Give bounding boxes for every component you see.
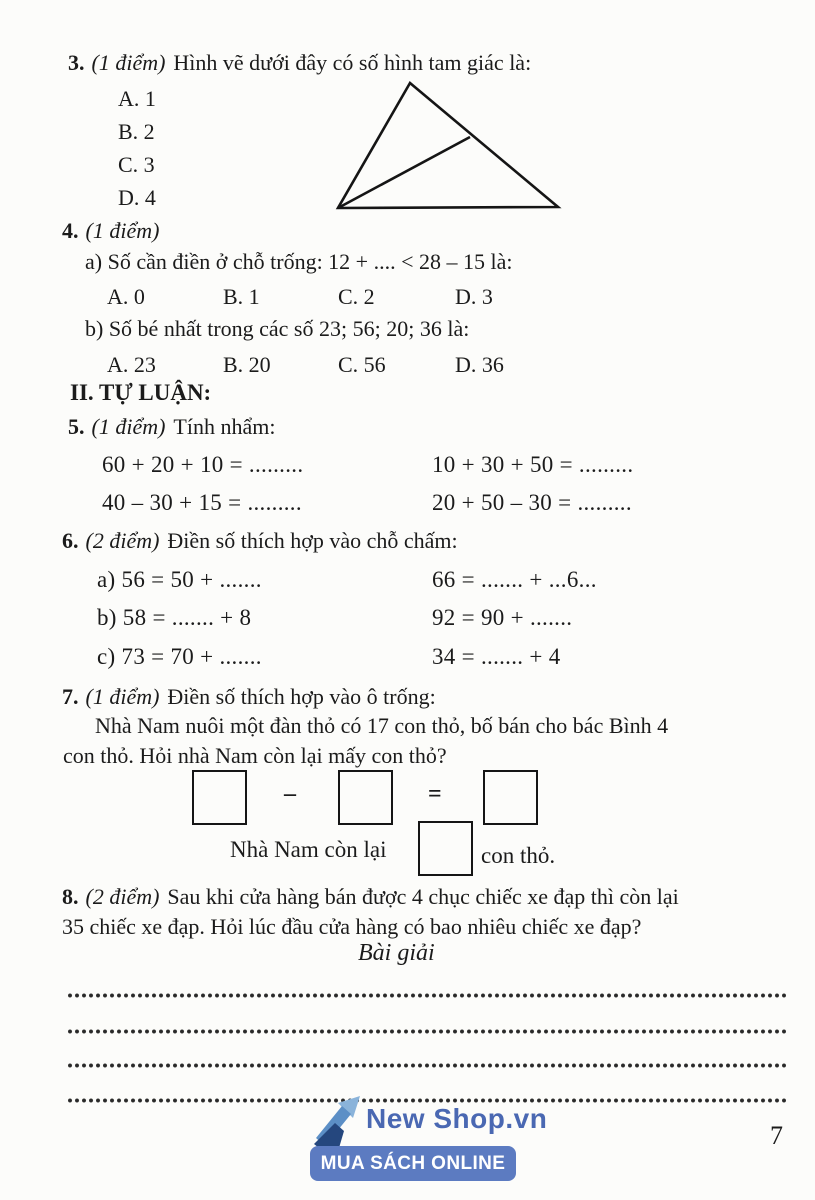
question-8-number: 8. — [62, 884, 79, 909]
q6-rowb-col1: b) 58 = ....... + 8 — [97, 605, 252, 630]
question-5-text: Tính nhẩm: — [173, 414, 276, 439]
newshop-brand-text[interactable]: New Shop.vn — [366, 1103, 548, 1134]
q3-option-a: A. 1 — [118, 86, 156, 111]
answer-line — [68, 1063, 786, 1068]
answer-box-1 — [192, 770, 247, 825]
answer-line — [68, 993, 786, 998]
q4a-option-a: A. 0 — [107, 284, 145, 309]
question-5-points: (1 điểm) — [91, 414, 166, 439]
question-7-text: Điền số thích hợp vào ô trống: — [167, 684, 436, 709]
question-8-line2: 35 chiếc xe đạp. Hỏi lúc đầu cửa hàng có bao nhiêu chiếc xe đạp? — [62, 914, 642, 939]
question-5-line — [68, 414, 275, 439]
page-number: 7 — [770, 1121, 783, 1150]
question-3-text: Hình vẽ dưới đây có số hình tam giác là: — [173, 50, 532, 75]
question-6-text: Điền số thích hợp vào chỗ chấm: — [167, 528, 458, 553]
q6-rowc-col2: 34 = ....... + 4 — [432, 644, 561, 669]
q6-rowc-col1: c) 73 = 70 + ....... — [97, 644, 262, 669]
q5-row2-col1: 40 – 30 + 15 = ......... — [102, 490, 302, 515]
q6-rowa-col2: 66 = ....... + ...6... — [432, 567, 597, 592]
answer-box-4 — [418, 821, 473, 876]
q4b-option-a: A. 23 — [107, 352, 156, 377]
answer-box-2 — [338, 770, 393, 825]
q5-row2-col2: 20 + 50 – 30 = ......... — [432, 490, 632, 515]
q3-option-b: B. 2 — [118, 119, 155, 144]
buy-books-online-button[interactable]: MUA SÁCH ONLINE — [310, 1146, 516, 1181]
question-8-points: (2 điểm) — [85, 884, 160, 909]
q4b-option-b: B. 20 — [223, 352, 271, 377]
q7-paragraph-line1: Nhà Nam nuôi một đàn thỏ có 17 con thỏ, bố bán cho bác Bình 4 — [95, 713, 669, 738]
question-8-line1 — [62, 884, 679, 909]
question-6-line — [62, 528, 458, 553]
question-4-points: (1 điểm) — [85, 218, 160, 243]
question-6-points: (2 điểm) — [85, 528, 160, 553]
q4b-text: b) Số bé nhất trong các số 23; 56; 20; 36 là: — [85, 316, 470, 341]
q5-row1-col2: 10 + 30 + 50 = ......... — [432, 452, 634, 477]
q4b-option-d: D. 36 — [455, 352, 504, 377]
q7-caption-before: Nhà Nam còn lại — [230, 837, 387, 862]
section-2-heading: II. TỰ LUẬN: — [70, 380, 212, 405]
question-8-text-line1: Sau khi cửa hàng bán được 4 chục chiếc xe đạp thì còn lại — [167, 884, 679, 909]
question-7-number: 7. — [62, 684, 79, 709]
q4b-option-c: C. 56 — [338, 352, 386, 377]
q7-caption-after: con thỏ. — [481, 843, 556, 868]
question-3-points: (1 điểm) — [91, 50, 166, 75]
question-7-points: (1 điểm) — [85, 684, 160, 709]
answer-line — [68, 1029, 786, 1034]
q6-rowa-col1: a) 56 = 50 + ....... — [97, 567, 262, 592]
question-4-number: 4. — [62, 218, 79, 243]
question-6-number: 6. — [62, 528, 79, 553]
q4a-option-d: D. 3 — [455, 284, 493, 309]
equals-sign: = — [428, 781, 442, 807]
question-3-line — [68, 50, 531, 75]
q4a-option-b: B. 1 — [223, 284, 260, 309]
minus-sign: – — [284, 781, 296, 807]
question-4-line — [62, 218, 167, 243]
question-5-number: 5. — [68, 414, 85, 439]
q5-row1-col1: 60 + 20 + 10 = ......... — [102, 452, 304, 477]
q6-rowb-col2: 92 = 90 + ....... — [432, 605, 573, 630]
answer-box-3 — [483, 770, 538, 825]
q4a-option-c: C. 2 — [338, 284, 375, 309]
q7-paragraph-line2: con thỏ. Hỏi nhà Nam còn lại mấy con thỏ? — [63, 743, 447, 768]
newshop-arrow-icon — [310, 1094, 362, 1148]
q3-option-d: D. 4 — [118, 185, 156, 210]
q4a-text: a) Số cần điền ở chỗ trống: 12 + .... < 28 – 15 là: — [85, 249, 513, 274]
question-7-line — [62, 684, 436, 709]
q3-option-c: C. 3 — [118, 152, 155, 177]
solution-heading: Bài giải — [358, 940, 435, 966]
triangle-figure — [330, 76, 564, 214]
question-3-number: 3. — [68, 50, 85, 75]
